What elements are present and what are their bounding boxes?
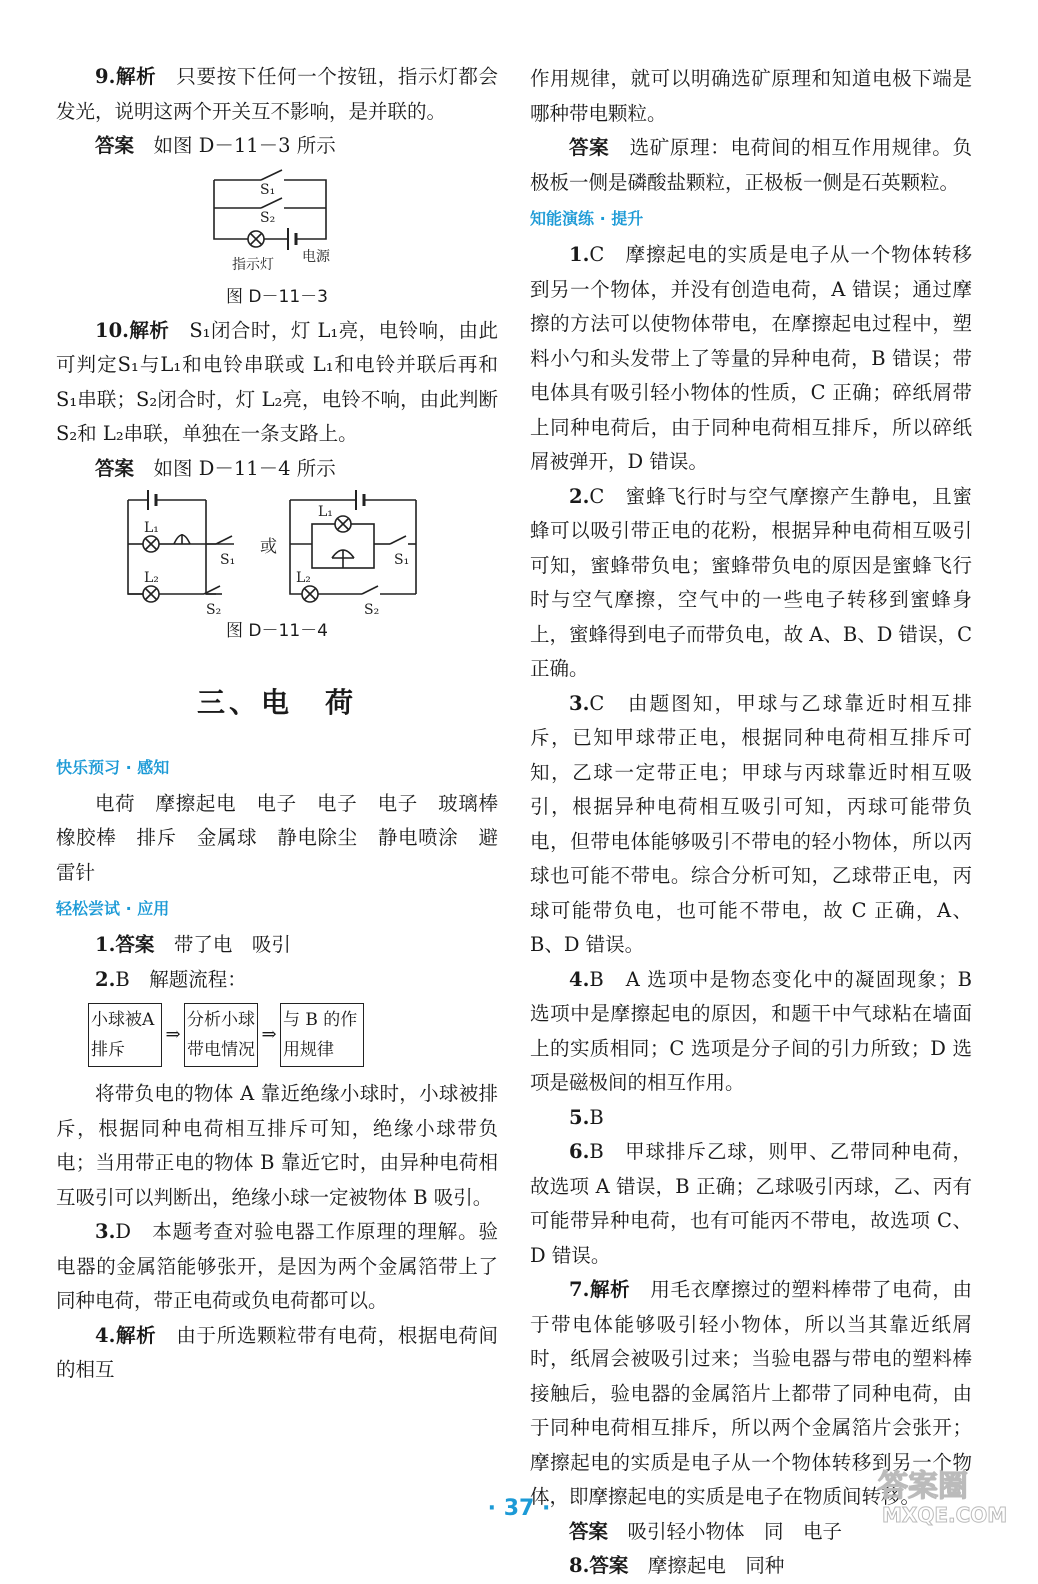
label-s1: S₁	[260, 181, 276, 198]
a3	[56, 1215, 498, 1319]
a2-head	[56, 963, 498, 998]
label-s2: S₂	[260, 209, 276, 226]
r7-answer-text: 吸引轻小物体 同 电子	[627, 1519, 843, 1543]
left-label-s2: S₂	[206, 602, 222, 616]
q9-answer-text: 如图 D－11－3 所示	[153, 134, 336, 157]
a4-continued: 作用规律，就可以明确选矿原理和知道电极下端是哪种带电颗粒。	[530, 67, 972, 125]
label-power-source: 电源	[302, 248, 330, 265]
a1-text: 带了电 吸引	[173, 933, 291, 956]
r7-number: 7.	[569, 1278, 590, 1301]
a4-text: 由于所选颗粒带有电荷，根据电荷间的相互	[56, 1323, 498, 1381]
a4	[56, 1319, 498, 1388]
r4	[530, 963, 972, 1101]
r5-number: 5.	[569, 1105, 590, 1129]
left-label-l1: L₁	[144, 520, 159, 536]
q10-text: S₁闭合时，灯 L₁亮，电铃响，由此可判定S₁与L₁和电铃串联或 L₁和电铃并联后再和 S₁串联；S₂闭合时，灯 L₂亮，电铃不响，由此判断 S₂和 L₂串联，单独在一条支路上。	[56, 318, 498, 445]
r6-text: B 甲球排斥乙球，则甲、乙带同种电荷，故选项 A 错误，B 正确；乙球吸引丙球，乙、丙有可能带异种电荷，也有可能丙不带电，故选项 C、D 错误。	[530, 1140, 972, 1267]
a2-text: 将带负电的物体 A 靠近绝缘小球时，小球被排斥，根据同种电荷相互排斥可知，绝缘小球带负电；当用带正电的物体 B 靠近它时，由异种电荷相互吸引可以判断出，绝缘小球一定被物体 B 吸引。	[56, 1082, 498, 1209]
watermark-line1: 答案圈	[878, 1469, 968, 1504]
a4-number: 4.	[95, 1323, 116, 1347]
right-column	[530, 62, 972, 1584]
r4-text: B A 选项中是物态变化中的凝固现象；B 选项中是摩擦起电的原因，和题干中气球粘在墙面上的实质相同；C 选项是分子间的引力所致；D 选项是磁极间的相互作用。	[530, 967, 972, 1094]
page-number: · 37 ·	[487, 1496, 551, 1521]
a4-tag: 解析	[115, 1323, 157, 1347]
q10-analysis	[56, 314, 498, 452]
r8-number: 8.	[569, 1554, 590, 1577]
a4-answer	[530, 131, 972, 200]
r2-number: 2.	[569, 484, 590, 508]
r5-text: B	[589, 1105, 604, 1129]
r3	[530, 687, 972, 963]
a1-tag: 答案	[115, 933, 155, 956]
a4-answer-text: 选矿原理：电荷间的相互作用规律。负极板一侧是磷酸盐颗粒，正极板一侧是石英颗粒。	[530, 136, 972, 194]
r3-number: 3.	[569, 691, 590, 715]
q9-tag: 解析	[115, 65, 157, 88]
r4-number: 4.	[569, 967, 590, 991]
q9-analysis	[56, 60, 498, 129]
figure-d-11-4	[56, 486, 498, 648]
section-head-try: 轻松尝试 · 应用	[56, 899, 170, 918]
r2	[530, 480, 972, 687]
r8	[530, 1549, 972, 1584]
r7-answer-tag: 答案	[569, 1519, 609, 1543]
label-indicator-lamp: 指示灯	[232, 256, 274, 273]
a2-head-text: B 解题流程：	[115, 967, 247, 991]
right-label-s1: S₁	[394, 552, 410, 568]
a1	[56, 928, 498, 963]
caption-d-11-4: 图 D－11－4	[226, 621, 328, 641]
left-label-s1: S₁	[220, 552, 236, 568]
chapter-title: 三、电 荷	[196, 686, 357, 719]
a3-text: D 本题考查对验电器工作原理的理解。验电器的金属箔能够张开，是因为两个金属箔带上了同种电荷，带正电荷或负电荷都可以。	[56, 1220, 498, 1312]
r7-tag: 解析	[589, 1278, 631, 1301]
flow-box-3: 与 B 的作用规律	[280, 1003, 364, 1067]
a3-number: 3.	[95, 1220, 116, 1243]
right-label-s2: S₂	[364, 602, 380, 616]
a4-answer-tag: 答案	[569, 136, 610, 159]
left-column	[56, 60, 518, 1388]
flow-arrow-1: ⇒	[165, 1023, 181, 1045]
left-label-l2: L₂	[144, 570, 159, 586]
section-head-improve: 知能演练 · 提升	[530, 209, 644, 228]
preview-answers: 电荷 摩擦起电 电子 电子 电子 玻璃棒 橡胶棒 排斥 金属球 静电除尘 静电喷涂 避雷针	[56, 791, 518, 884]
right-label-l2: L₂	[296, 570, 311, 586]
q9-number: 9.	[95, 65, 116, 88]
r8-tag: 答案	[589, 1554, 629, 1577]
q9-answer	[56, 129, 498, 164]
watermark-logo	[874, 1466, 1024, 1526]
circuit-diagram-d-11-4	[56, 486, 498, 616]
flow-box-1: 小球被A 排斥	[88, 1003, 162, 1067]
r6-number: 6.	[569, 1140, 590, 1163]
flow-box-2: 分析小球带电情况	[184, 1003, 258, 1067]
r1-text: C 摩擦起电的实质是电子从一个物体转移到另一个物体，并没有创造电荷，A 错误；通过摩擦的方法可以使物体带电，在摩擦起电过程中，塑料小勺和头发带上了等量的异种电荷，B 错误；带电体具有吸引轻小物体的性质，C 正确；碎纸屑带上同种电荷后，由于同种电荷相互排斥，所以碎纸屑被弹开，D 错误。	[530, 243, 972, 473]
caption-d-11-3: 图 D－11－3	[226, 286, 328, 307]
a1-number: 1.	[95, 933, 116, 956]
q10-number: 10.	[95, 318, 129, 342]
r2-text: C 蜜蜂飞行时与空气摩擦产生静电，且蜜蜂可以吸引带正电的花粉，根据异种电荷相互吸引可知，蜜蜂带负电；蜜蜂带负电的原因是蜜蜂飞行时与空气摩擦，空气中的一些电子转移到蜜蜂身上，蜜蜂得到电子而带负电，故 A、B、D 错误，C 正确。	[530, 484, 972, 680]
a2-number: 2.	[95, 967, 116, 991]
r5	[530, 1101, 972, 1136]
watermark-line2: MXQE.COM	[882, 1503, 1008, 1526]
r1	[530, 238, 972, 480]
label-or: 或	[260, 537, 277, 557]
figure-d-11-3	[56, 164, 498, 314]
q9-text: 只要按下任何一个按钮，指示灯都会发光，说明这两个开关互不影响，是并联的。	[56, 65, 498, 123]
flow-arrow-2: ⇒	[261, 1023, 277, 1045]
q9-answer-tag: 答案	[95, 134, 135, 157]
circuit-diagram-d-11-3	[56, 164, 498, 282]
q10-answer-text: 如图 D－11－4 所示	[153, 456, 336, 480]
r1-number: 1.	[569, 243, 590, 266]
q10-answer	[56, 452, 498, 487]
r3-text: C 由题图知，甲球与乙球靠近时相互排斥，已知甲球带正电，根据同种电荷相互排斥可知，乙球一定带正电；甲球与丙球靠近时相互吸引，根据异种电荷相互吸引可知，丙球可能带负电，但带电体能够吸引不带电的轻小物体，所以丙球也可能不带电。综合分析可知，乙球带正电，丙球可能带负电，也可能不带电，故 C 正确，A、B、D 错误。	[530, 691, 972, 956]
q10-tag: 解析	[128, 318, 170, 342]
r6	[530, 1135, 972, 1273]
right-label-l1: L₁	[318, 504, 333, 520]
section-head-preview: 快乐预习 · 感知	[56, 757, 170, 777]
solution-flow	[88, 1003, 498, 1067]
r7-text: 用毛衣摩擦过的塑料棒带了电荷，由于带电体能够吸引轻小物体，所以当其靠近纸屑时，纸屑会被吸引过来；当验电器与带电的塑料棒接触后，验电器的金属箔片上都带了同种电荷，由于同种电荷相互排斥，所以两个金属箔片会张开；摩擦起电的实质是电子从一个物体转移到另一个物体，即摩擦起电的实质是电子在物质间转移。	[530, 1278, 972, 1508]
r8-text: 摩擦起电 同种	[647, 1554, 785, 1577]
q10-answer-tag: 答案	[95, 456, 135, 480]
